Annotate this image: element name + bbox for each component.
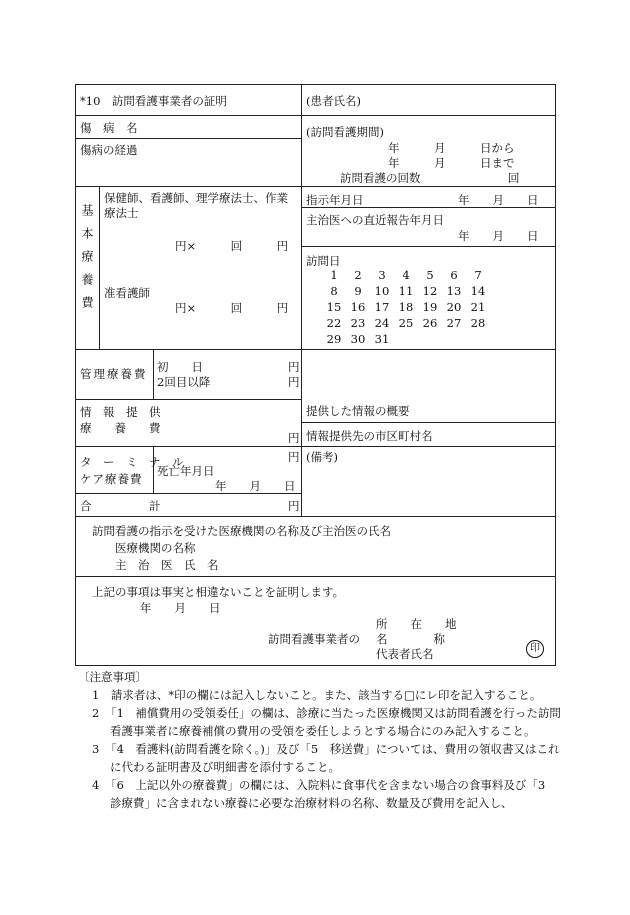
visit-day-16[interactable]: 16 [350, 300, 366, 314]
visit-day-17[interactable]: 17 [374, 300, 390, 314]
info-summary-label: 提供した情報の概要 [306, 404, 410, 418]
info-fee-label-2: 療 養 費 [80, 421, 161, 435]
visit-day-10[interactable]: 10 [374, 284, 390, 298]
terminal-fee-unit: 円 [288, 450, 300, 464]
nurse-type-label: 保健師、看護師、理学療法士、作業療法士 [104, 191, 288, 220]
visit-day-22[interactable]: 22 [326, 316, 342, 330]
operator-label: 訪問看護事業者の [268, 632, 360, 646]
instruction-date-label: 指示年月日 [306, 193, 364, 207]
operator-name-label: 名 称 [376, 632, 445, 646]
note-item-4: 4 「6 上記以外の療養費」の欄には、入院料に食事代を含まない場合の食事料及び「3 診療費」に含まれない療養に必要な治療材料の名称、数量及び費用を記入し、 [92, 778, 557, 810]
visit-day-6[interactable]: 6 [450, 268, 458, 282]
address-label: 所 在 地 [376, 617, 457, 631]
info-fee-unit: 円 [288, 431, 300, 445]
period-from-field[interactable]: 年 月 日から [388, 141, 515, 155]
certify-statement: 上記の事項は事実と相違ないことを証明します。 [92, 585, 345, 599]
notes-section [78, 668, 562, 812]
visit-day-13[interactable]: 13 [446, 284, 462, 298]
injury-name-label: 傷 病 名 [80, 121, 138, 135]
visit-count-label: 訪問看護の回数 [340, 171, 421, 185]
report-date-label: 主治医への直近報告年月日 [306, 213, 444, 227]
report-date-field[interactable]: 年 月 日 [458, 229, 539, 243]
institution-name-label: 医療機関の名称 [115, 541, 196, 555]
second-visit-unit: 円 [288, 375, 300, 389]
representative-label: 代表者氏名 [376, 647, 434, 661]
visit-day-12[interactable]: 12 [422, 284, 438, 298]
visit-day-2[interactable]: 2 [354, 268, 362, 282]
visit-period-label: (訪問看護期間) [306, 125, 384, 139]
total-unit: 円 [288, 499, 300, 513]
visit-day-calendar [322, 268, 490, 346]
medical-institution-title: 訪問看護の指示を受けた医療機関の名称及び主治医の氏名 [92, 524, 391, 538]
visit-day-9[interactable]: 9 [354, 284, 362, 298]
visit-day-31[interactable]: 31 [374, 332, 390, 346]
visit-day-28[interactable]: 28 [470, 316, 486, 330]
visit-day-15[interactable]: 15 [326, 300, 342, 314]
visit-day-23[interactable]: 23 [350, 316, 366, 330]
death-date-label: 死亡年月日 [157, 464, 215, 478]
remarks-label: (備考) [306, 450, 338, 464]
management-fee-label: 管理療養費 [80, 367, 148, 381]
nurse-fee-field[interactable]: 円× 回 円 [175, 239, 289, 253]
visit-day-5[interactable]: 5 [426, 268, 434, 282]
visit-day-30[interactable]: 30 [350, 332, 366, 346]
total-label: 合 計 [80, 499, 161, 513]
note-item-1: 1 請求者は、*印の欄には記入しないこと。また、該当する□にレ印を記入すること。 [92, 688, 542, 702]
patient-name-field[interactable]: (患者氏名) [306, 94, 361, 108]
visit-count-unit: 回 [508, 171, 520, 185]
basic-care-vertical-label: 基本療養費 [80, 204, 94, 319]
certify-date-field[interactable]: 年 月 日 [140, 601, 221, 615]
visit-day-21[interactable]: 21 [470, 300, 486, 314]
first-day-label: 初 日 [157, 360, 203, 374]
note-item-3: 3 「4 看護料(訪問看護を除く。)」及び「5 移送費」については、費用の領収書又はこれに代わる証明書及び明細書を添付すること。 [92, 742, 560, 774]
info-fee-label-1: 情 報 提 供 [80, 405, 161, 419]
visit-day-20[interactable]: 20 [446, 300, 462, 314]
visit-day-4[interactable]: 4 [402, 268, 410, 282]
assoc-nurse-label: 准看護師 [104, 286, 150, 300]
note-item-2: 2 「1 補償費用の受領委任」の欄は、診療に当たった医療機関又は訪問看護を行った訪問看護事業者に療養補償の費用の受領を委任しようとする場合にのみ記入すること。 [92, 706, 561, 738]
visit-day-26[interactable]: 26 [422, 316, 438, 330]
terminal-label-1: タ ー ミ ナ ル [80, 455, 184, 469]
assoc-nurse-fee-field[interactable]: 円× 回 円 [175, 301, 289, 315]
death-date-field[interactable]: 年 月 日 [215, 479, 296, 493]
period-to-field[interactable]: 年 月 日まで [388, 156, 515, 170]
visit-day-25[interactable]: 25 [398, 316, 414, 330]
visit-day-1[interactable]: 1 [330, 268, 338, 282]
injury-progress-label: 傷病の経過 [80, 143, 138, 157]
doctor-name-label: 主 治 医 氏 名 [115, 558, 219, 572]
visit-days-label: 訪問日 [306, 254, 341, 268]
info-municipality-label: 情報提供先の市区町村名 [306, 429, 433, 443]
visit-day-3[interactable]: 3 [378, 268, 386, 282]
visit-day-11[interactable]: 11 [398, 284, 414, 298]
visit-day-7[interactable]: 7 [474, 268, 482, 282]
visit-day-24[interactable]: 24 [374, 316, 390, 330]
visit-day-29[interactable]: 29 [326, 332, 342, 346]
visit-day-8[interactable]: 8 [330, 284, 338, 298]
form-title: *10 訪問看護事業者の証明 [80, 94, 227, 108]
first-day-unit: 円 [288, 360, 300, 374]
visit-day-19[interactable]: 19 [422, 300, 438, 314]
visit-day-18[interactable]: 18 [398, 300, 414, 314]
visit-day-27[interactable]: 27 [446, 316, 462, 330]
seal-icon: 印 [526, 640, 544, 658]
instruction-date-field[interactable]: 年 月 日 [458, 193, 539, 207]
visit-day-14[interactable]: 14 [470, 284, 486, 298]
notes-heading: 〔注意事項〕 [78, 670, 147, 684]
terminal-label-2: ケア療養費 [80, 472, 143, 486]
second-visit-label: 2回目以降 [157, 375, 211, 389]
